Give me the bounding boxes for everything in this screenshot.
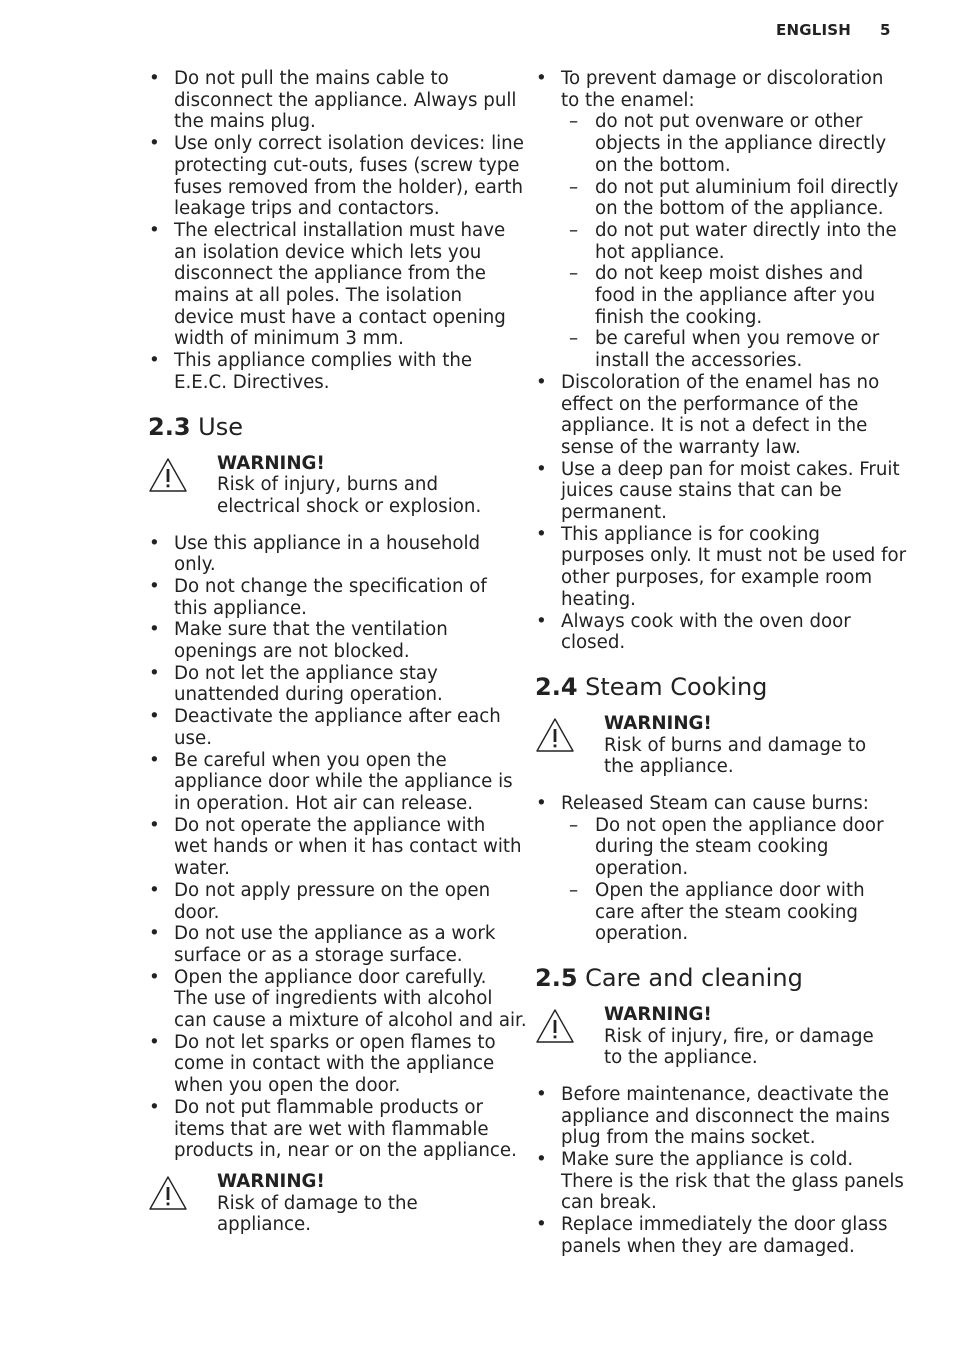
list-item-line: other purposes, for example room bbox=[561, 567, 873, 589]
list-item bbox=[561, 815, 895, 880]
care-bullet-list bbox=[535, 1083, 904, 1258]
list-item-line: wet hands or when it has contact with bbox=[174, 836, 522, 858]
warning-text bbox=[217, 1171, 418, 1236]
section-heading-text: Steam Cooking bbox=[585, 672, 768, 701]
warning-line: Risk of damage to the bbox=[217, 1192, 418, 1214]
list-item-line: protecting cut-outs, fuses (screw type bbox=[174, 154, 520, 176]
list-item-line: use. bbox=[174, 727, 212, 749]
list-item bbox=[535, 793, 895, 945]
list-item bbox=[148, 749, 513, 815]
warning-label: WARNING! bbox=[604, 1003, 712, 1025]
list-item bbox=[561, 263, 895, 328]
list-item-line: on the bottom. bbox=[595, 154, 731, 176]
list-item bbox=[561, 220, 895, 263]
list-item-line: • Deactivate the appliance after each bbox=[174, 706, 501, 728]
list-item-line: operation. bbox=[595, 858, 689, 880]
list-item-line: – be careful when you remove or bbox=[595, 328, 880, 350]
right-column bbox=[535, 68, 907, 1258]
page-header bbox=[0, 21, 954, 43]
list-item bbox=[535, 611, 895, 654]
warning-triangle-icon bbox=[148, 1175, 188, 1211]
list-item-line: disconnect the appliance from the bbox=[174, 263, 486, 285]
list-item-line: products in, near or on the appliance. bbox=[174, 1140, 517, 1162]
warning-triangle-icon bbox=[148, 457, 188, 493]
list-item bbox=[535, 68, 899, 372]
list-item-line: • Do not pull the mains cable to bbox=[174, 68, 449, 89]
section-number: 2.5 bbox=[535, 963, 578, 992]
list-item-line: • Before maintenance, deactivate the bbox=[561, 1083, 889, 1105]
list-item bbox=[535, 523, 907, 611]
warning-label: WARNING! bbox=[217, 1170, 325, 1192]
section-number: 2.4 bbox=[535, 672, 578, 701]
list-item-line: • Do not put flammable products or bbox=[174, 1096, 484, 1118]
list-item-line: can cause a mixture of alcohol and air. bbox=[174, 1010, 527, 1032]
section-title-steam-cooking bbox=[535, 673, 895, 701]
warning-box-damage bbox=[148, 1171, 510, 1241]
warning-line: electrical shock or explosion. bbox=[217, 495, 482, 517]
list-item-line: – Open the appliance door with bbox=[595, 879, 865, 901]
list-item bbox=[535, 1149, 904, 1214]
list-item-line: sense of the warranty law. bbox=[561, 436, 801, 458]
list-item-line: care after the steam cooking bbox=[595, 901, 858, 923]
list-item-line: • Do not use the appliance as a work bbox=[174, 923, 496, 945]
list-item-line: • This appliance complies with the bbox=[174, 350, 473, 372]
warning-line: the appliance. bbox=[604, 756, 734, 778]
list-item bbox=[148, 68, 517, 133]
steam-dash-list bbox=[561, 815, 895, 945]
list-item-line: • Use a deep pan for moist cakes. Fruit bbox=[561, 458, 900, 480]
list-item-line: the mains plug. bbox=[174, 111, 316, 133]
list-item-line: disconnect the appliance. Always pull bbox=[174, 89, 517, 111]
warning-line: Risk of burns and damage to bbox=[604, 734, 867, 756]
list-item-line: purposes only. It must not be used for bbox=[561, 545, 907, 567]
warning-text bbox=[217, 453, 481, 518]
list-item-line: in operation. Hot air can release. bbox=[174, 792, 473, 814]
list-item-line: heating. bbox=[561, 588, 636, 610]
list-item-line: • Do not let the appliance stay bbox=[174, 662, 438, 684]
list-item-line: • Do not apply pressure on the open bbox=[174, 879, 491, 901]
list-item-line: • Always cook with the oven door bbox=[561, 610, 851, 632]
enamel-bullet-list bbox=[535, 68, 899, 372]
list-item-line: openings are not blocked. bbox=[174, 641, 410, 663]
list-item bbox=[148, 966, 527, 1032]
list-item bbox=[561, 328, 895, 371]
warning-triangle-icon bbox=[535, 717, 575, 753]
list-item-line: appliance and disconnect the mains bbox=[561, 1105, 890, 1127]
warning-box-use bbox=[148, 453, 510, 523]
list-item bbox=[148, 880, 510, 923]
list-item-line: during the steam cooking bbox=[595, 836, 829, 858]
list-item-line: come in contact with the appliance bbox=[174, 1053, 495, 1075]
list-item-line: can break. bbox=[561, 1192, 657, 1214]
list-item bbox=[148, 663, 510, 706]
list-item bbox=[148, 706, 510, 749]
list-item-line: juices cause stains that can be bbox=[561, 480, 842, 502]
enamel-more-bullet-list bbox=[535, 371, 907, 654]
list-item-line: There is the risk that the glass panels bbox=[561, 1170, 904, 1192]
list-item-line: panels when they are damaged. bbox=[561, 1235, 855, 1257]
list-item bbox=[148, 1032, 510, 1097]
list-item-line: – do not keep moist dishes and bbox=[595, 263, 864, 285]
list-item-line: • Released Steam can cause burns: bbox=[561, 792, 869, 814]
list-item-line: • Make sure that the ventilation bbox=[174, 619, 448, 641]
list-item-line: • Do not let sparks or open flames to bbox=[174, 1031, 496, 1053]
list-item bbox=[535, 458, 900, 524]
intro-bullet-list bbox=[148, 68, 524, 394]
list-item-line: water. bbox=[174, 858, 230, 880]
list-item-line: permanent. bbox=[561, 502, 667, 524]
list-item bbox=[148, 533, 510, 576]
list-item-line: when you open the door. bbox=[174, 1075, 401, 1097]
list-item-line: • Use this appliance in a household bbox=[174, 532, 481, 554]
warning-triangle-icon bbox=[535, 1008, 575, 1044]
list-item-line: items that are wet with flammable bbox=[174, 1118, 489, 1140]
enamel-dash-list bbox=[561, 111, 899, 372]
list-item-line: • Make sure the appliance is cold. bbox=[561, 1149, 854, 1171]
list-item-line: device must have a contact opening bbox=[174, 306, 506, 328]
list-item-line: • Use only correct isolation devices: line bbox=[174, 133, 524, 155]
list-item-line: plug from the mains socket. bbox=[561, 1127, 816, 1149]
list-item-line: objects in the appliance directly bbox=[595, 133, 887, 155]
list-item-line: • This appliance is for cooking bbox=[561, 523, 820, 545]
list-item-line: finish the cooking. bbox=[595, 306, 763, 328]
list-item-line: surface or as a storage surface. bbox=[174, 944, 463, 966]
section-title-use bbox=[148, 413, 510, 441]
list-item-line: – do not put ovenware or other bbox=[595, 111, 863, 133]
list-item-line: • The electrical installation must have bbox=[174, 219, 506, 241]
warning-box-care bbox=[535, 1004, 895, 1074]
list-item-line: this appliance. bbox=[174, 597, 307, 619]
list-item-line: E.E.C. Directives. bbox=[174, 371, 330, 393]
list-item bbox=[148, 814, 522, 880]
left-column bbox=[148, 68, 527, 1241]
list-item-line: appliance. It is not a defect in the bbox=[561, 415, 868, 437]
list-item-line: • Do not operate the appliance with bbox=[174, 814, 486, 836]
list-item bbox=[148, 923, 510, 966]
list-item-line: • Replace immediately the door glass bbox=[561, 1214, 888, 1236]
list-item-line: door. bbox=[174, 901, 220, 923]
list-item bbox=[535, 1214, 895, 1257]
list-item-line: leakage trips and contactors. bbox=[174, 198, 440, 220]
steam-bullet-list bbox=[535, 793, 895, 945]
warning-line: Risk of injury, fire, or damage bbox=[604, 1025, 874, 1047]
list-item bbox=[148, 350, 510, 393]
warning-line: Risk of injury, burns and bbox=[217, 474, 438, 496]
use-bullet-list bbox=[148, 532, 527, 1162]
list-item-line: closed. bbox=[561, 632, 626, 654]
section-title-care-and-cleaning bbox=[535, 964, 895, 992]
list-item-line: effect on the performance of the bbox=[561, 393, 859, 415]
list-item-line: operation. bbox=[595, 923, 689, 945]
list-item-line: only. bbox=[174, 554, 216, 576]
list-item-line: • Open the appliance door carefully. bbox=[174, 966, 487, 988]
list-item bbox=[561, 176, 899, 220]
list-item-line: width of minimum 3 mm. bbox=[174, 328, 404, 350]
warning-label: WARNING! bbox=[217, 452, 325, 474]
list-item bbox=[148, 133, 524, 220]
warning-line: to the appliance. bbox=[604, 1047, 758, 1069]
list-item bbox=[148, 1096, 517, 1162]
list-item-line: – do not put aluminium foil directly bbox=[595, 176, 899, 198]
list-item bbox=[148, 619, 510, 662]
warning-label: WARNING! bbox=[604, 712, 712, 734]
list-item-line: The use of ingredients with alcohol bbox=[174, 988, 493, 1010]
list-item bbox=[148, 576, 510, 619]
list-item-line: on the bottom of the appliance. bbox=[595, 198, 884, 220]
list-item-line: install the accessories. bbox=[595, 350, 803, 372]
list-item-line: fuses removed from the holder), earth bbox=[174, 176, 524, 198]
list-item bbox=[535, 1084, 895, 1149]
list-item-line: to the enamel: bbox=[561, 89, 695, 111]
list-item-line: • Do not change the specification of bbox=[174, 575, 487, 597]
list-item bbox=[148, 220, 510, 350]
list-item bbox=[561, 111, 895, 176]
list-item-line: an isolation device which lets you bbox=[174, 241, 482, 263]
list-item-line: mains at all poles. The isolation bbox=[174, 285, 463, 307]
section-number: 2.3 bbox=[148, 412, 191, 441]
list-item-line: • To prevent damage or discoloration bbox=[561, 68, 884, 89]
list-item-line: unattended during operation. bbox=[174, 684, 443, 706]
list-item-line: – do not put water directly into the bbox=[595, 219, 897, 241]
list-item bbox=[561, 880, 895, 945]
list-item-line: • Be careful when you open the bbox=[174, 749, 447, 771]
page-number: 5 bbox=[880, 21, 891, 39]
list-item-line: • Discoloration of the enamel has no bbox=[561, 371, 880, 393]
section-heading-text: Use bbox=[198, 412, 243, 441]
list-item-line: appliance door while the appliance is bbox=[174, 771, 513, 793]
warning-line: appliance. bbox=[217, 1214, 311, 1236]
header-language: ENGLISH bbox=[776, 21, 852, 39]
warning-box-steam bbox=[535, 713, 895, 783]
section-heading-text: Care and cleaning bbox=[585, 963, 803, 992]
list-item-line: – Do not open the appliance door bbox=[595, 814, 884, 836]
warning-text bbox=[604, 713, 866, 778]
list-item bbox=[535, 372, 895, 459]
warning-text bbox=[604, 1004, 874, 1069]
list-item-line: hot appliance. bbox=[595, 241, 725, 263]
list-item-line: food in the appliance after you bbox=[595, 285, 876, 307]
